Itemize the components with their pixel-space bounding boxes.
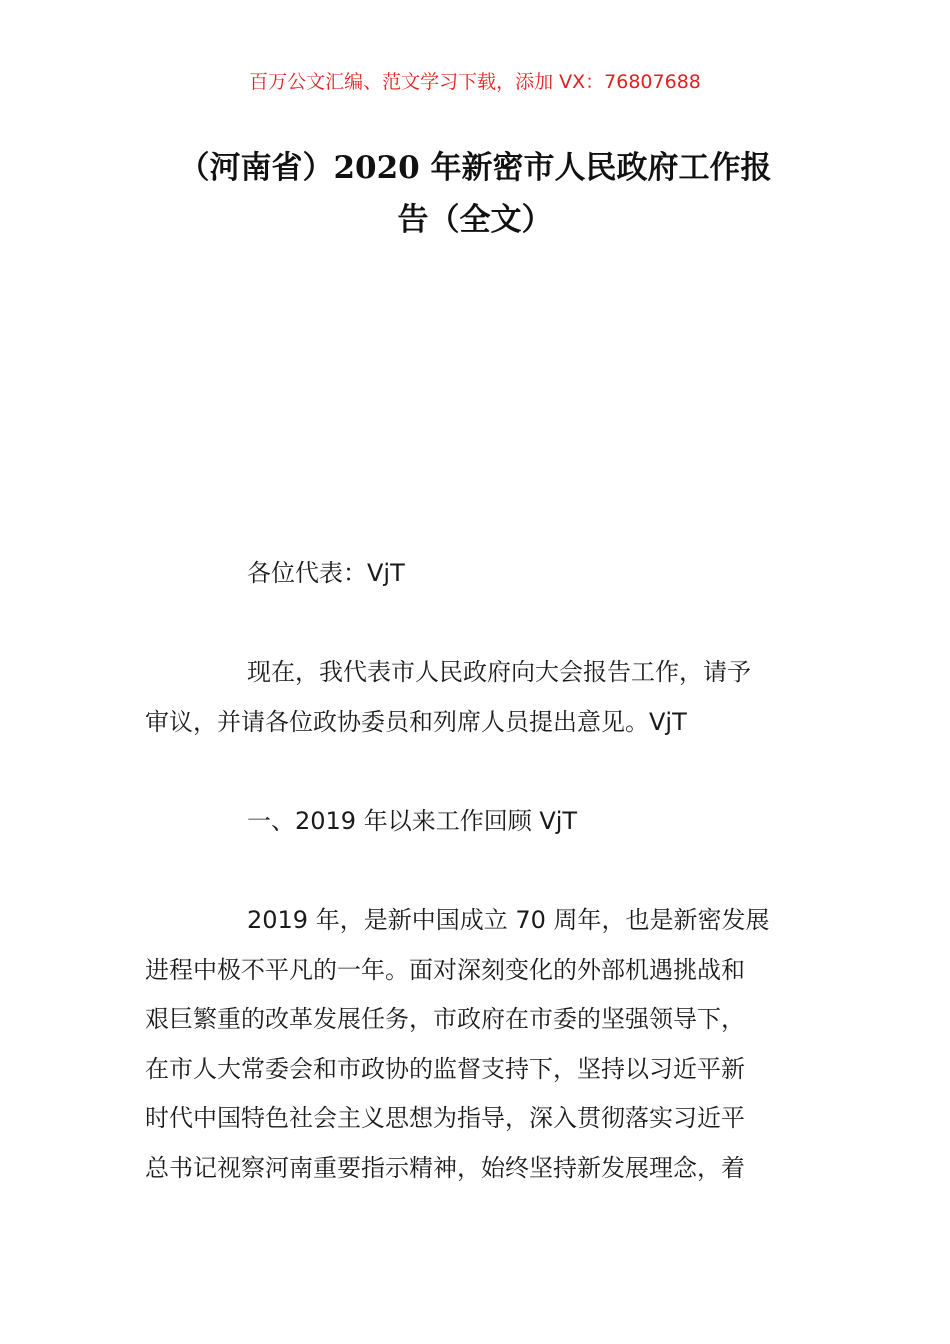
paragraph-line: 总书记视察河南重要指示精神，始终坚持新发展理念，着: [145, 1153, 745, 1182]
salutation-text: 各位代表：VjT: [247, 559, 405, 587]
paragraph-line: 在市人大常委会和市政协的监督支持下，坚持以习近平新: [145, 1054, 745, 1083]
header-note: 百万公文汇编、范文学习下载，添加 VX：76807688: [249, 71, 701, 93]
section-heading: [145, 797, 810, 847]
paragraph-line: 现在，我代表市人民政府向大会报告工作，请予: [247, 658, 751, 686]
paragraph-line: 审议，并请各位政协委员和列席人员提出意见。VjT: [145, 707, 687, 736]
document-title: [140, 142, 810, 246]
paragraph-line: 时代中国特色社会主义思想为指导，深入贯彻落实习近平: [145, 1104, 745, 1132]
title-line: 告（全文）: [397, 202, 553, 238]
salutation: [145, 549, 810, 599]
body-paragraph: [145, 896, 810, 1193]
paragraph-line: 艰巨繁重的改革发展任务，市政府在市委的坚强领导下，: [145, 1005, 745, 1033]
paragraph-line: 2019 年，是新中国成立 70 周年，也是新密发展: [247, 906, 770, 934]
title-line: （河南省）2020 年新密市人民政府工作报: [178, 150, 772, 186]
section-heading-text: 一、2019 年以来工作回顾 VjT: [247, 807, 578, 835]
paragraph-line: 进程中极不平凡的一年。面对深刻变化的外部机遇挑战和: [145, 955, 745, 984]
intro-paragraph: [145, 648, 810, 747]
